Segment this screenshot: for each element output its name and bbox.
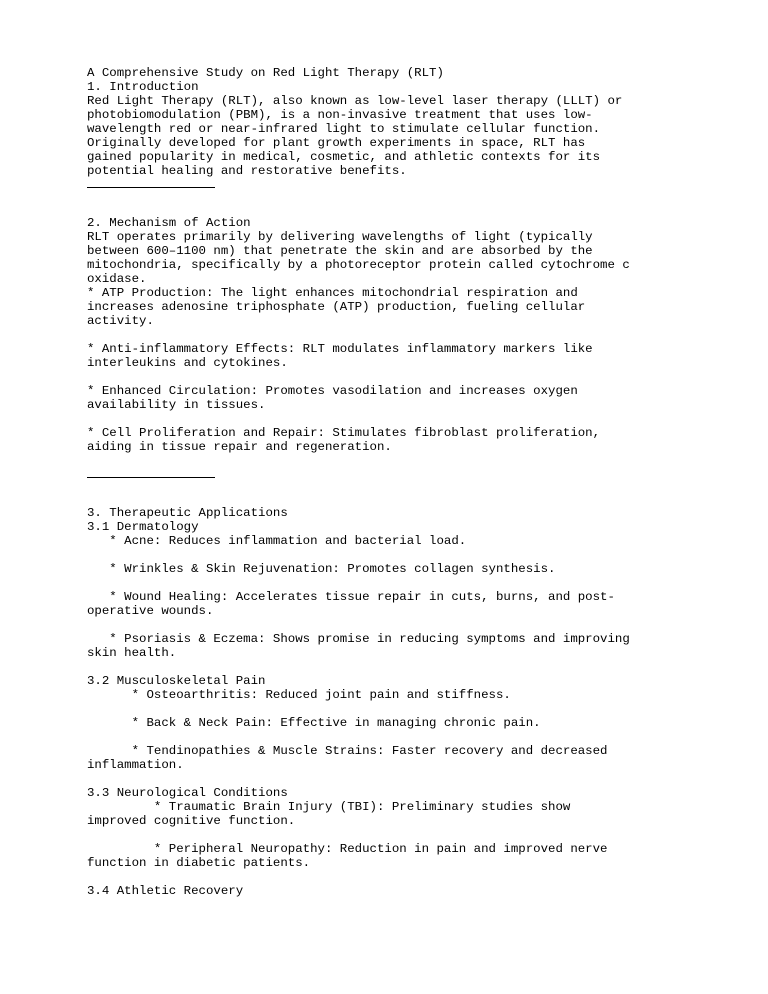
bullet-tendinopathies [87,744,759,772]
musculoskeletal-heading: 3.2 Musculoskeletal Pain [87,674,266,688]
intro-line: Originally developed for plant growth experiments in space, RLT has [87,136,586,150]
intro-line: gained popularity in medical, cosmetic, and athletic contexts for its [87,150,601,164]
mechanism-line: mitochondria, specifically by a photoreceptor protein called cytochrome c [87,258,630,272]
mechanism-paragraph [87,230,759,286]
bullet-line: activity. [87,314,154,328]
mechanism-line: between 600–1100 nm) that penetrate the skin and are absorbed by the [87,244,593,258]
bullet-tbi [87,800,759,828]
bullet-line: interleukins and cytokines. [87,356,288,370]
applications-heading: 3. Therapeutic Applications [87,506,288,520]
bullet-wound-healing [87,590,759,618]
bullet-anti-inflammatory [87,342,759,370]
dermatology-heading: 3.1 Dermatology [87,520,199,534]
bullet-line: * Peripheral Neuropathy: Reduction in pain and improved nerve [87,842,608,856]
mechanism-heading: 2. Mechanism of Action [87,216,251,230]
bullet-line: * Psoriasis & Eczema: Shows promise in reducing symptoms and improving [87,632,630,646]
bullet-line: skin health. [87,646,177,660]
bullet-line: * Traumatic Brain Injury (TBI): Preliminary studies show [87,800,571,814]
intro-line: potential healing and restorative benefits. [87,164,407,178]
bullet-line: * Cell Proliferation and Repair: Stimulates fibroblast proliferation, [87,426,601,440]
bullet-line: aiding in tissue repair and regeneration. [87,440,392,454]
bullet-psoriasis [87,632,759,660]
mechanism-line: oxidase. [87,272,147,286]
bullet-peripheral-neuropathy [87,842,759,870]
bullet-line: * Enhanced Circulation: Promotes vasodilation and increases oxygen [87,384,578,398]
bullet-enhanced-circulation [87,384,759,412]
bullet-back-neck-pain: * Back & Neck Pain: Effective in managing chronic pain. [87,716,541,730]
neurological-heading: 3.3 Neurological Conditions [87,786,288,800]
bullet-line: * ATP Production: The light enhances mitochondrial respiration and [87,286,578,300]
athletic-heading: 3.4 Athletic Recovery [87,884,244,898]
bullet-line: * Tendinopathies & Muscle Strains: Faster recovery and decreased [87,744,608,758]
intro-paragraph [87,94,759,178]
bullet-atp-production [87,286,759,328]
intro-heading: 1. Introduction [87,80,199,94]
bullet-line: availability in tissues. [87,398,266,412]
mechanism-line: RLT operates primarily by delivering wavelengths of light (typically [87,230,593,244]
bullet-acne: * Acne: Reduces inflammation and bacterial load. [87,534,467,548]
bullet-line: function in diabetic patients. [87,856,311,870]
intro-line: wavelength red or near-infrared light to stimulate cellular function. [87,122,601,136]
bullet-wrinkles: * Wrinkles & Skin Rejuvenation: Promotes collagen synthesis. [87,562,556,576]
bullet-line: operative wounds. [87,604,214,618]
bullet-line: inflammation. [87,758,184,772]
bullet-line: * Wound Healing: Accelerates tissue repair in cuts, burns, and post- [87,590,615,604]
bullet-osteoarthritis: * Osteoarthritis: Reduced joint pain and stiffness. [87,688,511,702]
intro-line: photobiomodulation (PBM), is a non-invasive treatment that uses low- [87,108,593,122]
document-page [87,66,759,898]
document-title: A Comprehensive Study on Red Light Therapy (RLT) [87,66,444,80]
bullet-line: improved cognitive function. [87,814,296,828]
intro-line: Red Light Therapy (RLT), also known as low-level laser therapy (LLLT) or [87,94,623,108]
bullet-cell-proliferation [87,426,759,454]
bullet-line: * Anti-inflammatory Effects: RLT modulates inflammatory markers like [87,342,593,356]
bullet-line: increases adenosine triphosphate (ATP) production, fueling cellular [87,300,586,314]
